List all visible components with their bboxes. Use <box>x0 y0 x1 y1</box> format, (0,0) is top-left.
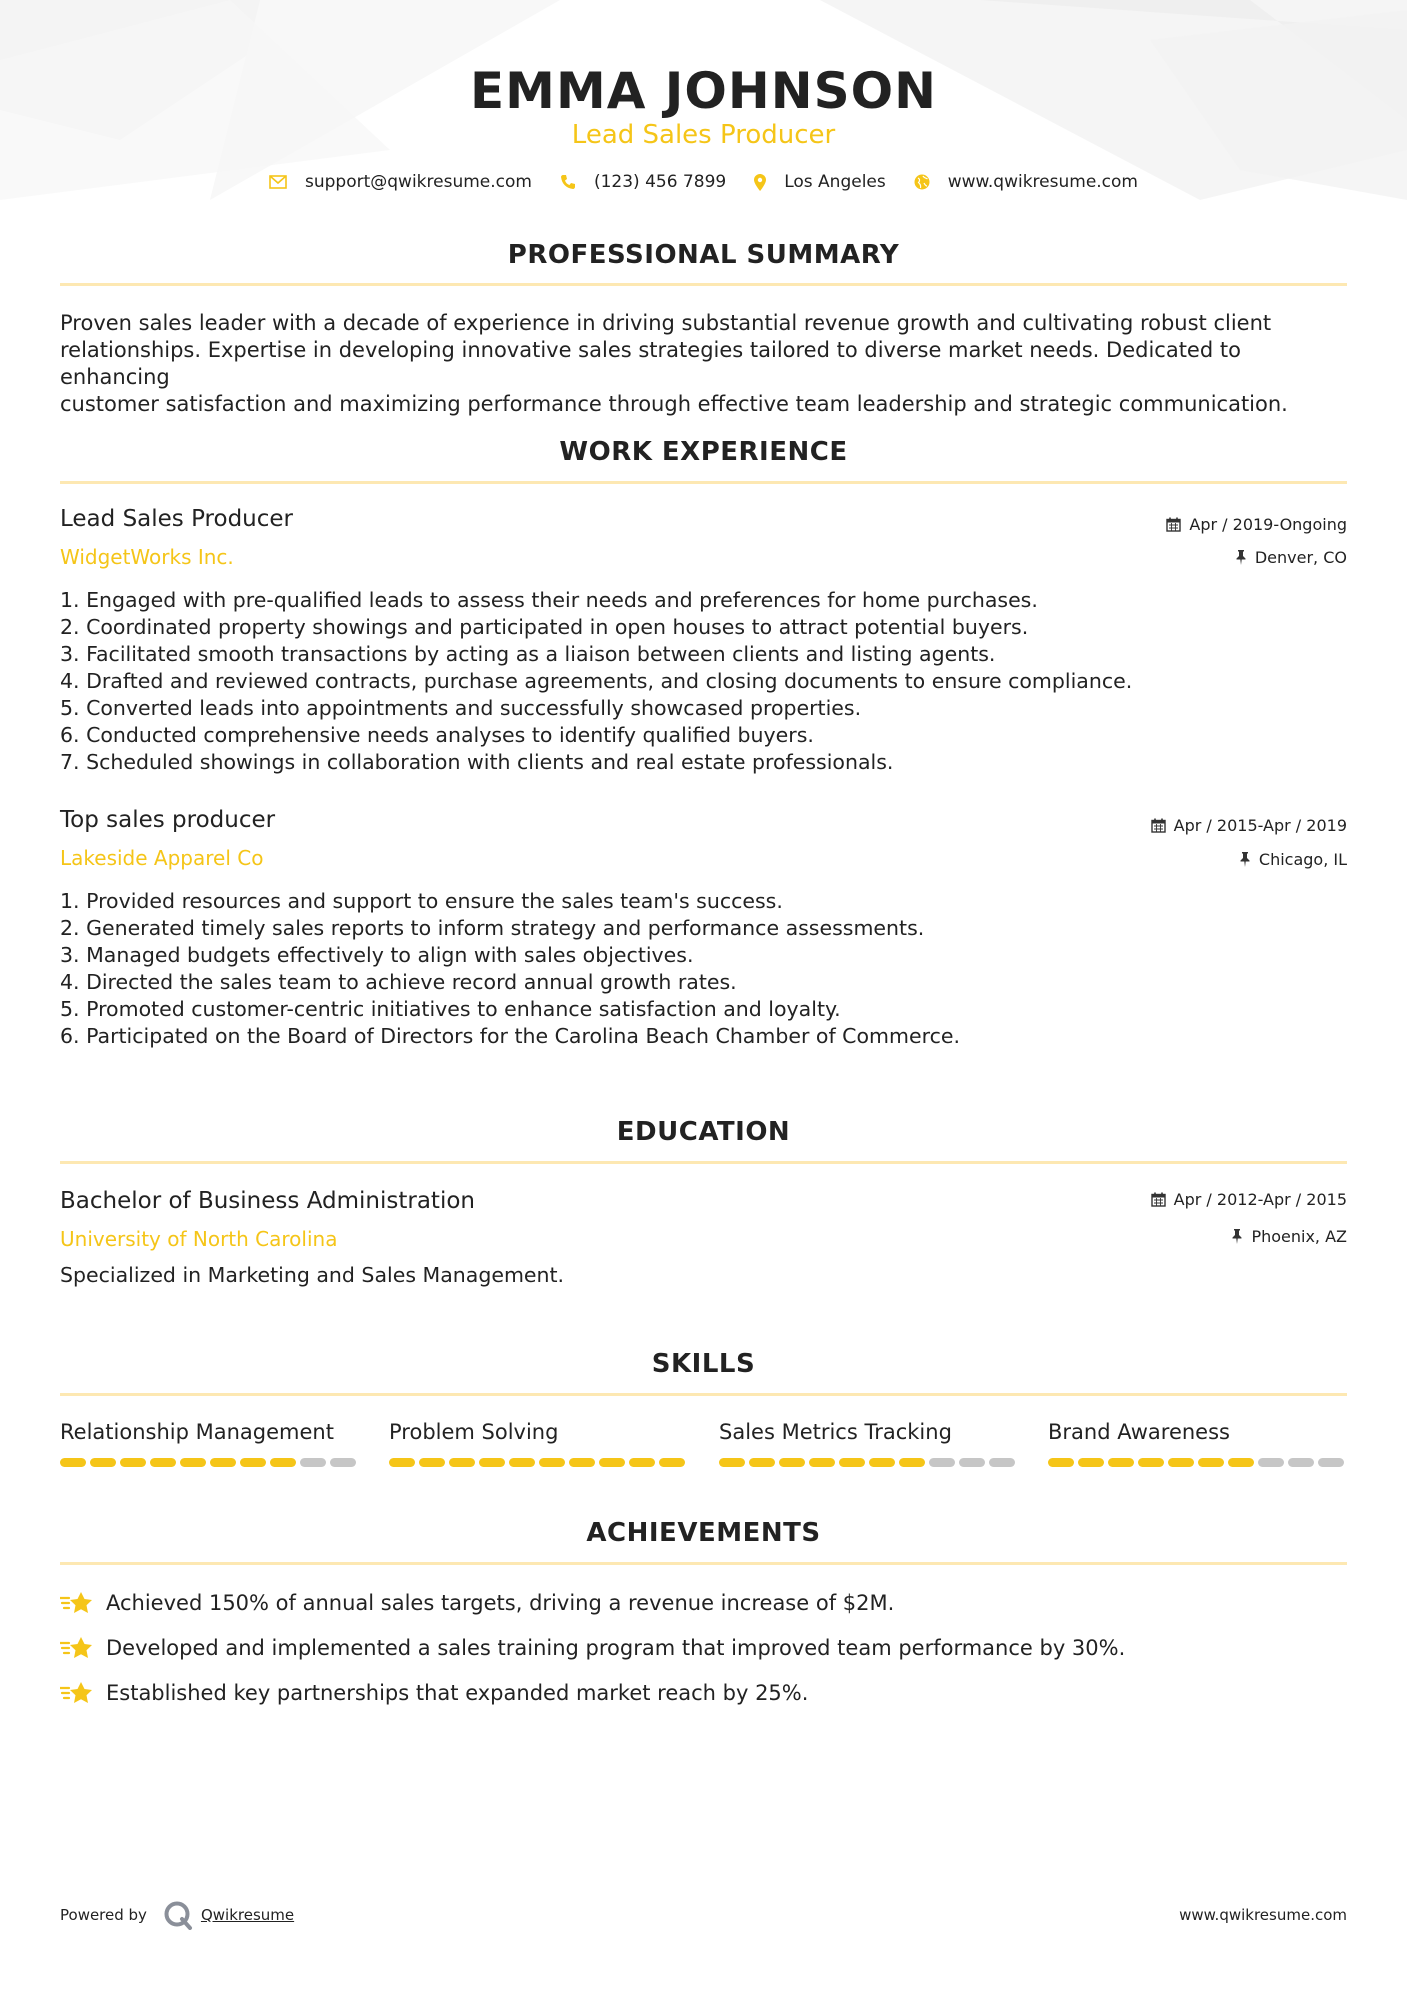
contact-email[interactable] <box>269 172 532 192</box>
skill-segment-filled <box>180 1458 206 1467</box>
list-item: 3. Managed budgets effectively to align with sales objectives. <box>60 943 694 967</box>
skill-segment-filled <box>659 1458 685 1467</box>
summary-line: relationships. Expertise in developing innovative sales strategies tailored to diverse market needs. Dedicated to enhancing <box>60 338 1241 389</box>
skill-segment-filled <box>1078 1458 1104 1467</box>
job-dates <box>1151 816 1347 835</box>
qwikresume-logo-icon <box>163 1900 193 1930</box>
skill-level-bar <box>1048 1458 1348 1467</box>
job-location-text: Denver, CO <box>1254 548 1347 567</box>
skill-segment-empty <box>989 1458 1015 1467</box>
section-divider <box>60 283 1347 286</box>
skill-segment-filled <box>90 1458 116 1467</box>
email-text: support@qwikresume.com <box>305 172 532 192</box>
skill-segment-empty <box>300 1458 326 1467</box>
skill-item <box>60 1420 360 1467</box>
achievement-item <box>60 1635 1125 1661</box>
calendar-icon <box>1151 818 1166 833</box>
calendar-icon <box>1166 517 1181 532</box>
skill-segment-filled <box>599 1458 625 1467</box>
skill-segment-empty <box>959 1458 985 1467</box>
star-icon <box>60 1635 94 1661</box>
list-item: 5. Promoted customer-centric initiatives to enhance satisfaction and loyalty. <box>60 997 841 1021</box>
section-divider <box>60 1393 1347 1396</box>
skill-segment-filled <box>749 1458 775 1467</box>
phone-text: (123) 456 7899 <box>593 172 727 192</box>
footer-powered-by <box>60 1900 294 1930</box>
list-item: 1. Provided resources and support to ensure the sales team's success. <box>60 889 783 913</box>
phone-icon <box>560 174 576 190</box>
education-location-text: Phoenix, AZ <box>1251 1227 1347 1246</box>
contact-bar <box>0 172 1407 192</box>
candidate-name: EMMA JOHNSON <box>470 62 937 120</box>
powered-by-label: Powered by <box>60 1906 147 1924</box>
skill-segment-filled <box>389 1458 415 1467</box>
skill-segment-filled <box>150 1458 176 1467</box>
skill-item <box>389 1420 689 1467</box>
skill-segment-filled <box>1228 1458 1254 1467</box>
skill-segment-filled <box>210 1458 236 1467</box>
skill-segment-filled <box>449 1458 475 1467</box>
job-location <box>1235 548 1347 567</box>
list-item: 2. Coordinated property showings and participated in open houses to attract potential buyers. <box>60 615 1029 639</box>
section-title-skills: SKILLS <box>651 1349 756 1379</box>
section-divider <box>60 1161 1347 1164</box>
contact-website[interactable] <box>914 172 1138 192</box>
candidate-title: Lead Sales Producer <box>571 120 836 150</box>
star-icon <box>60 1680 94 1706</box>
education-description: Specialized in Marketing and Sales Management. <box>60 1263 565 1287</box>
list-item: 2. Generated timely sales reports to inform strategy and performance assessments. <box>60 916 925 940</box>
skill-segment-filled <box>569 1458 595 1467</box>
skill-segment-filled <box>1108 1458 1134 1467</box>
skill-segment-empty <box>1318 1458 1344 1467</box>
pushpin-icon <box>1239 852 1251 867</box>
location-text: Los Angeles <box>784 172 886 192</box>
contact-location <box>754 172 886 192</box>
skill-segment-empty <box>330 1458 356 1467</box>
list-item: 5. Converted leads into appointments and successfully showcased properties. <box>60 696 862 720</box>
contact-phone[interactable] <box>560 172 726 192</box>
skill-name: Relationship Management <box>60 1420 334 1444</box>
skill-segment-filled <box>719 1458 745 1467</box>
section-title-summary: PROFESSIONAL SUMMARY <box>507 240 900 270</box>
skill-segment-filled <box>1168 1458 1194 1467</box>
summary-line: Proven sales leader with a decade of experience in driving substantial revenue growth and cultivating robust client <box>60 311 1272 335</box>
skill-name: Problem Solving <box>389 1420 559 1444</box>
skill-segment-filled <box>839 1458 865 1467</box>
list-item: 4. Directed the sales team to achieve record annual growth rates. <box>60 970 737 994</box>
skill-segment-empty <box>1288 1458 1314 1467</box>
skill-segment-filled <box>809 1458 835 1467</box>
education-location <box>1231 1227 1347 1246</box>
pushpin-icon <box>1231 1229 1243 1244</box>
skill-segment-filled <box>270 1458 296 1467</box>
skill-segment-filled <box>1138 1458 1164 1467</box>
section-divider <box>60 1562 1347 1565</box>
list-item: 1. Engaged with pre-qualified leads to assess their needs and preferences for home purchases. <box>60 588 1038 612</box>
achievement-text: Established key partnerships that expanded market reach by 25%. <box>106 1681 809 1705</box>
skill-segment-filled <box>120 1458 146 1467</box>
calendar-icon <box>1151 1192 1166 1207</box>
envelope-icon <box>269 175 287 189</box>
section-title-education: EDUCATION <box>616 1117 791 1147</box>
skill-name: Brand Awareness <box>1048 1420 1230 1444</box>
list-item: 4. Drafted and reviewed contracts, purchase agreements, and closing documents to ensure compliance. <box>60 669 1133 693</box>
skill-segment-filled <box>60 1458 86 1467</box>
job-role: Top sales producer <box>60 807 276 833</box>
job-duties <box>60 587 1350 776</box>
list-item: 7. Scheduled showings in collaboration with clients and real estate professionals. <box>60 750 894 774</box>
job-duties <box>60 888 1350 1050</box>
list-item: 6. Participated on the Board of Directors for the Carolina Beach Chamber of Commerce. <box>60 1024 960 1048</box>
achievement-text: Achieved 150% of annual sales targets, driving a revenue increase of $2M. <box>106 1591 895 1615</box>
skill-segment-filled <box>1048 1458 1074 1467</box>
skill-segment-empty <box>1258 1458 1284 1467</box>
list-item: 3. Facilitated smooth transactions by acting as a liaison between clients and listing agents. <box>60 642 996 666</box>
skill-segment-filled <box>629 1458 655 1467</box>
job-company: Lakeside Apparel Co <box>60 846 264 870</box>
skill-level-bar <box>389 1458 689 1467</box>
skill-segment-filled <box>479 1458 505 1467</box>
footer-website[interactable]: www.qwikresume.com <box>1179 1906 1347 1924</box>
job-location <box>1239 850 1347 869</box>
job-dates-text: Apr / 2019-Ongoing <box>1189 515 1347 534</box>
skill-segment-filled <box>419 1458 445 1467</box>
skill-name: Sales Metrics Tracking <box>719 1420 952 1444</box>
section-divider <box>60 481 1347 484</box>
job-role: Lead Sales Producer <box>60 506 294 532</box>
globe-icon <box>914 174 930 190</box>
education-dates <box>1151 1190 1347 1209</box>
map-pin-icon <box>754 174 766 191</box>
skill-segment-empty <box>929 1458 955 1467</box>
education-school: University of North Carolina <box>60 1227 338 1251</box>
skill-level-bar <box>719 1458 1019 1467</box>
education-dates-text: Apr / 2012-Apr / 2015 <box>1173 1190 1347 1209</box>
skill-segment-filled <box>509 1458 535 1467</box>
skill-level-bar <box>60 1458 360 1467</box>
skill-item <box>1048 1420 1348 1467</box>
skill-segment-filled <box>240 1458 266 1467</box>
pushpin-icon <box>1235 550 1247 565</box>
website-text: www.qwikresume.com <box>947 172 1138 192</box>
skill-segment-filled <box>899 1458 925 1467</box>
skill-segment-filled <box>779 1458 805 1467</box>
achievement-item <box>60 1590 894 1616</box>
summary-line: customer satisfaction and maximizing performance through effective team leadership and strategic communication. <box>60 392 1288 416</box>
skill-segment-filled <box>539 1458 565 1467</box>
summary-text <box>60 310 1350 418</box>
skill-segment-filled <box>869 1458 895 1467</box>
job-company: WidgetWorks Inc. <box>60 545 234 569</box>
section-title-achievements: ACHIEVEMENTS <box>586 1518 821 1548</box>
job-dates <box>1166 515 1347 534</box>
skill-segment-filled <box>1198 1458 1224 1467</box>
achievement-item <box>60 1680 808 1706</box>
education-degree: Bachelor of Business Administration <box>60 1188 475 1214</box>
job-dates-text: Apr / 2015-Apr / 2019 <box>1173 816 1347 835</box>
star-icon <box>60 1590 94 1616</box>
qwikresume-link[interactable]: Qwikresume <box>200 1906 295 1924</box>
section-title-experience: WORK EXPERIENCE <box>559 437 848 467</box>
achievement-text: Developed and implemented a sales training program that improved team performance by 30%. <box>106 1636 1126 1660</box>
job-location-text: Chicago, IL <box>1258 850 1347 869</box>
skill-item <box>719 1420 1019 1467</box>
list-item: 6. Conducted comprehensive needs analyses to identify qualified buyers. <box>60 723 814 747</box>
